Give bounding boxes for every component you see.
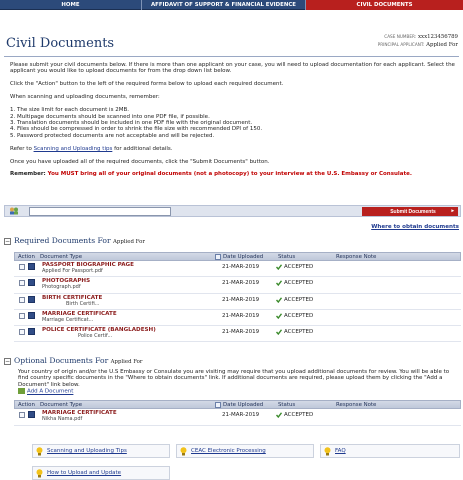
- applicants-icon: [9, 207, 19, 215]
- table-row: [14, 409, 461, 426]
- row-checkbox[interactable]: [19, 313, 25, 319]
- rule-item: 4. Files should be compressed in order to shrink the file size with recommended DPI of 150.: [10, 126, 263, 133]
- instructions: [10, 62, 457, 184]
- instructions-action: Click the "Action" button to the left of the required forms below to upload each required document.: [10, 81, 284, 88]
- check-icon: [276, 264, 282, 270]
- col-status: Status: [278, 402, 296, 408]
- pdf-icon[interactable]: [28, 263, 35, 270]
- document-name: MARRIAGE CERTIFICATE: [42, 410, 117, 416]
- rule-item: 5. Password protected documents are not acceptable and will be rejected.: [10, 132, 215, 139]
- refer-prefix: Refer to: [10, 145, 34, 152]
- required-section-header: [4, 236, 145, 245]
- check-icon: [276, 329, 282, 335]
- footer-link-box: [320, 444, 460, 458]
- required-title: Required Documents For: [14, 236, 111, 245]
- check-icon: [276, 412, 282, 418]
- page-title: Civil Documents: [6, 36, 115, 51]
- calendar-icon: [215, 254, 221, 260]
- pdf-icon[interactable]: [28, 279, 35, 286]
- row-status: [274, 277, 332, 286]
- document-name: BIRTH CERTIFICATE: [42, 295, 103, 301]
- table-row: [14, 310, 461, 326]
- row-status: [274, 409, 332, 418]
- instructions-intro: Please submit your civil documents below. If there is more than one applicant on your case, you will need to upload documentation for each applicant. Select the applicant you would like to upload documents for from the drop down list below.: [10, 62, 455, 75]
- row-document: [36, 294, 212, 307]
- col-date-uploaded: [213, 401, 275, 408]
- principal-applicant-value: Applied For: [426, 42, 458, 48]
- col-document-type: Document Type: [40, 402, 83, 408]
- table-row: [14, 261, 461, 277]
- document-name: MARRIAGE CERTIFICATE: [42, 311, 117, 317]
- optional-documents-table: [14, 400, 461, 426]
- scanning-tips-link[interactable]: Scanning and Uploading tips: [33, 145, 113, 152]
- col-response-note: Response Note: [336, 402, 377, 408]
- case-number-value: xxx123456789: [418, 34, 458, 40]
- top-navigation: [0, 0, 463, 10]
- principal-applicant-label: PRINCIPAL APPLICANT:: [377, 42, 425, 47]
- status-text: ACCEPTED: [284, 412, 314, 418]
- remember-label: Remember:: [10, 171, 48, 178]
- row-date: 21-MAR-2019: [222, 412, 260, 418]
- status-text: ACCEPTED: [284, 313, 314, 319]
- row-status: [274, 310, 332, 319]
- optional-title: Optional Documents For: [14, 356, 109, 365]
- how-to-upload-link[interactable]: How to Upload and Update: [47, 470, 122, 476]
- calendar-icon: [215, 402, 221, 408]
- col-response-note: Response Note: [336, 254, 377, 260]
- instructions-submit: Once you have uploaded all of the required documents, click the "Submit Documents" button.: [10, 158, 270, 165]
- footer-link-box: [32, 466, 170, 480]
- table-header: [14, 400, 461, 409]
- rule-item: 3. Translation documents should be included in one PDF file with the original document.: [10, 119, 253, 126]
- pdf-icon[interactable]: [28, 328, 35, 335]
- required-for: Applied For: [113, 239, 145, 245]
- pdf-icon[interactable]: [28, 411, 35, 418]
- add-document-label: Add A Document: [27, 388, 74, 395]
- row-status: [274, 326, 332, 335]
- row-status: [274, 294, 332, 303]
- document-file: Photograph.pdf: [42, 284, 81, 290]
- collapse-toggle[interactable]: −: [5, 357, 11, 365]
- ceac-electronic-processing-link[interactable]: CEAC Electronic Processing: [191, 448, 266, 454]
- submit-documents-button[interactable]: [362, 207, 458, 216]
- document-file: Marriage Certificat...: [42, 317, 94, 323]
- row-document: [36, 409, 212, 422]
- case-number-label: CASE NUMBER:: [384, 34, 417, 39]
- optional-section-header: [4, 356, 143, 365]
- col-date-label: Date Uploaded: [223, 402, 264, 408]
- tab-home[interactable]: HOME: [0, 0, 142, 10]
- case-info: [378, 33, 458, 49]
- row-checkbox[interactable]: [19, 280, 25, 286]
- row-checkbox[interactable]: [19, 412, 25, 418]
- lightbulb-icon: [36, 447, 43, 456]
- row-checkbox[interactable]: [19, 264, 25, 270]
- row-status: [274, 261, 332, 270]
- remember-text: You MUST bring all of your original documents (not a photocopy) to your interview at the U.S. Embassy or Consulate.: [47, 171, 412, 178]
- tab-civil-documents[interactable]: CIVIL DOCUMENTS: [306, 0, 463, 10]
- check-icon: [276, 280, 282, 286]
- document-file: Police Certif...: [78, 333, 113, 339]
- row-checkbox[interactable]: [19, 297, 25, 303]
- col-date-uploaded: [213, 253, 275, 260]
- row-document: [36, 326, 212, 339]
- rule-item: 2. Multipage documents should be scanned into one PDF file, if possible.: [10, 113, 210, 120]
- col-document-type: Document Type: [40, 254, 83, 260]
- arrow-right-icon: ▸: [451, 208, 454, 214]
- optional-description: Your country of origin and/or the U.S Embassy or Consulate you are visiting may require that you upload additional documents for review. You will be able to find country specific documents in the "Where to obtain documents" link. If additional documents are required, please upload them by clicking the "Add a Document" link below.: [18, 369, 450, 388]
- remember-note: [10, 171, 457, 177]
- add-document-link[interactable]: [18, 388, 73, 395]
- footer-link-box: [32, 444, 170, 458]
- col-date-label: Date Uploaded: [223, 254, 264, 260]
- scanning-uploading-tips-link[interactable]: Scanning and Uploading Tips: [47, 448, 127, 454]
- status-text: ACCEPTED: [284, 297, 314, 303]
- lightbulb-icon: [324, 447, 331, 456]
- optional-for: Applied For: [110, 359, 143, 365]
- status-text: ACCEPTED: [284, 280, 314, 286]
- faq-link[interactable]: FAQ: [335, 448, 346, 454]
- table-header: [14, 252, 461, 261]
- col-status: Status: [278, 254, 296, 260]
- row-date: 21-MAR-2019: [222, 264, 260, 270]
- row-document: [36, 277, 212, 290]
- row-date: 21-MAR-2019: [222, 297, 260, 303]
- header-divider: [4, 56, 459, 57]
- rule-item: 1. The size limit for each document is 2MB.: [10, 107, 129, 114]
- row-document: [36, 261, 212, 274]
- col-action: Action: [18, 402, 35, 408]
- collapse-toggle[interactable]: −: [5, 237, 11, 245]
- where-to-obtain-link[interactable]: Where to obtain documents: [371, 224, 459, 230]
- row-date: 21-MAR-2019: [222, 329, 260, 335]
- footer-link-box: [176, 444, 314, 458]
- upload-rules: [10, 107, 457, 139]
- check-icon: [276, 313, 282, 319]
- status-text: ACCEPTED: [284, 329, 314, 335]
- document-name: PHOTOGRAPHS: [42, 278, 91, 284]
- lightbulb-icon: [180, 447, 187, 456]
- tab-affidavit[interactable]: AFFIDAVIT OF SUPPORT & FINANCIAL EVIDENCE: [142, 0, 306, 10]
- document-name: POLICE CERTIFICATE (BANGLADESH): [42, 327, 156, 333]
- document-file: Applied For Passport.pdf: [42, 268, 103, 274]
- instructions-refer: [10, 146, 457, 152]
- status-text: ACCEPTED: [284, 264, 314, 270]
- check-icon: [276, 297, 282, 303]
- add-document-icon: [18, 388, 25, 394]
- table-row: [14, 277, 461, 294]
- document-file: Birth Certifi...: [66, 301, 100, 307]
- table-row: [14, 326, 461, 342]
- pdf-icon[interactable]: [28, 312, 35, 319]
- col-action: Action: [18, 254, 35, 260]
- instructions-remember: When scanning and uploading documents, remember:: [10, 94, 160, 101]
- applicant-select-input[interactable]: [29, 207, 171, 216]
- row-document: [36, 310, 212, 323]
- row-checkbox[interactable]: [19, 329, 25, 335]
- row-date: 21-MAR-2019: [222, 280, 260, 286]
- document-name: PASSPORT BIOGRAPHIC PAGE: [42, 262, 134, 268]
- table-row: [14, 294, 461, 310]
- required-documents-table: [14, 252, 461, 342]
- document-file: Nikha Nama.pdf: [42, 416, 83, 422]
- refer-suffix: for additional details.: [112, 145, 173, 152]
- submit-documents-label: Submit Documents: [390, 209, 436, 215]
- applicant-toolbar: [4, 205, 461, 217]
- pdf-icon[interactable]: [28, 296, 35, 303]
- lightbulb-icon: [36, 469, 43, 478]
- row-date: 21-MAR-2019: [222, 313, 260, 319]
